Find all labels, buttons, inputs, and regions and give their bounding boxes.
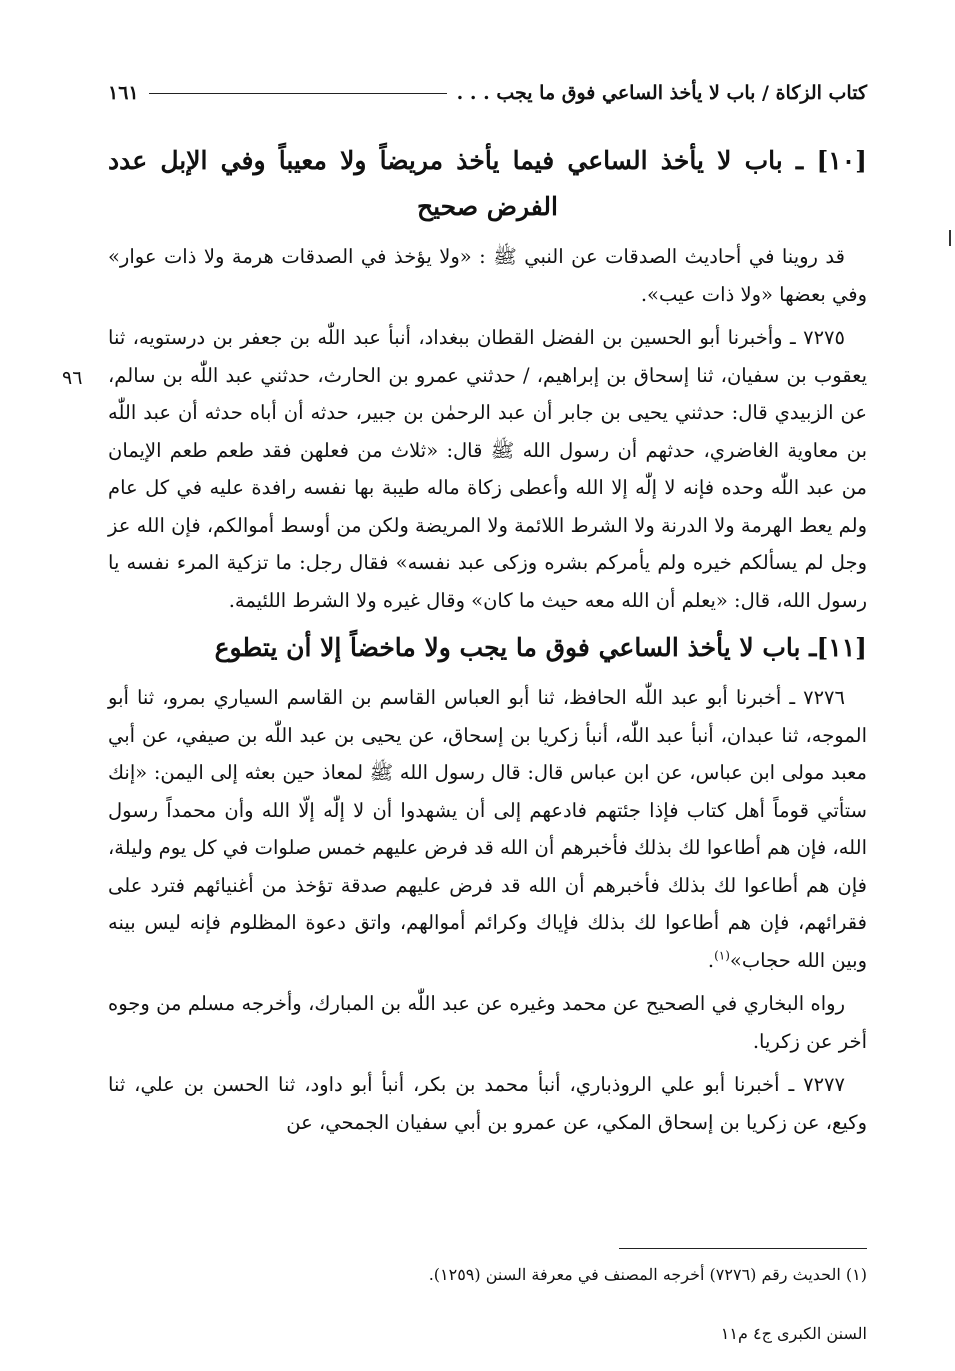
header-title: كتاب الزكاة / باب لا يأخذ الساعي فوق ما يجب . . . — [456, 82, 867, 104]
takhrij-paragraph: رواه البخاري في الصحيح عن محمد وغيره عن عبد اللّٰه بن المبارك، وأخرجه مسلم من وجوه أخر عن زكريا. — [108, 992, 867, 1053]
edge-mark — [949, 230, 951, 246]
hadith-7277 — [108, 1066, 867, 1141]
footnote-rule — [619, 1248, 867, 1249]
intro-paragraph: قد روينا في أحاديث الصدقات عن النبي ﷺ : «ولا يؤخذ في الصدقات هرمة ولا ذات عوار» وفي بعضها «ولا ذات عيب». — [108, 245, 867, 306]
running-header — [108, 76, 867, 110]
hadith-number: ٧٢٧٧ — [803, 1073, 845, 1096]
margin-page-number: ٩٦ — [62, 367, 83, 389]
hadith-7275 — [108, 319, 867, 619]
footnote: (١) الحديث رقم (٧٢٧٦) أخرجه المصنف في معرفة السنن (١٢٥٩). — [428, 1265, 867, 1284]
page-number: ١٦١ — [108, 82, 139, 104]
header-rule — [149, 93, 447, 94]
hadith-number: ٧٢٧٦ — [803, 686, 845, 709]
chapter-heading-11: [١١]ـ باب لا يأخذ الساعي فوق ما يجب ولا ماخضاً إلا أن يتطوع — [214, 633, 867, 662]
hadith-number: ٧٢٧٥ — [803, 326, 845, 349]
footnote-reference[interactable]: (١) — [714, 948, 730, 962]
hadith-text: ـ وأخبرنا أبو الحسين بن الفضل القطان ببغداد، أنبأ عبد اللّٰه بن جعفر بن درستويه، ثنا يعقوب بن سفيان، ثنا إسحاق بن إبراهيم، / حدثني عمرو بن الحارث، حدثني عبد اللّٰه بن سالم، عن الزبيدي قال: حدثني يحيى بن جابر أن عبد الرحمٰن بن جبير، حدثه أن أباه حدثه أن عبد اللّٰه بن معاوية الغاضري، حدثهم أن رسول الله ﷺ قال: «ثلاث من فعلهن فقد طعم طعم الإيمان من عبد اللّٰه وحده فإنه لا إلّٰه إلا الله وأعطى زكاة ماله طيبة بها نفسه رافدة عليه في كل عام ولم يعط الهرمة ولا الدرنة ولا الشرط اللائمة ولا المريضة ولكن من أوسط أموالكم، فإن الله عز وجل لم يسألكم خيره ولم يأمركم بشره وزكى عبد نفسه» فقال رجل: ما تزكية المرء نفسه يا رسول الله، قال: «يعلم أن الله معه حيث ما كان» وقال غيره ولا الشرط اللئيمة. — [108, 326, 867, 612]
printer-signature: السنن الكبرى ج٤ م١١ — [720, 1324, 867, 1343]
chapter-heading-10: [١٠] ـ باب لا يأخذ الساعي فيما يأخذ مريضاً ولا معيباً وفي الإبل عدد الفرض صحيح — [108, 146, 867, 221]
hadith-7276: ٧٢٧٦ ـ أخبرنا أبو عبد اللّٰه الحافظ، ثنا أبو العباس القاسم بن القاسم السياري بمرو، ثنا أبو الموجه، ثنا عبدان، أنبأ عبد اللّٰه، أنبأ زكريا بن إسحاق، عن يحيى بن عبد اللّٰه بن صيفي، عن أبي معبد مولى ابن عباس، عن ابن عباس قال: قال رسول الله ﷺ لمعاذ حين بعثه إلى اليمن: «إنك ستأتي قوماً أهل كتاب فإذا جئتهم فادعهم إلى أن يشهدوا أن لا إلّٰه إلّا الله وأن محمداً رسول الله، فإن هم أطاعوا لك بذلك فأخبرهم أن الله قد فرض عليهم خمس صلوات في كل يوم وليلة، فإن هم أطاعوا لك بذلك فأخبرهم أن الله قد فرض عليهم صدقة تؤخذ من أغنيائهم فترد على فقرائهم، فإن هم أطاعوا لك بذلك فإياك وكرائم أموالهم، واتق دعوة المظلوم فإنه ليس بينه وبين الله حجاب»$^{(١)}$. — [108, 686, 867, 972]
main-text — [108, 138, 867, 1147]
hadith-text: ـ أخبرنا أبو عبد اللّٰه الحافظ، ثنا أبو العباس القاسم بن القاسم السياري بمرو، ثنا أبو الموجه، ثنا عبدان، أنبأ عبد اللّٰه، أنبأ زكريا بن إسحاق، عن يحيى بن عبد اللّٰه بن صيفي، عن أبي معبد مولى ابن عباس، عن ابن عباس قال: قال رسول الله ﷺ لمعاذ حين بعثه إلى اليمن: «إنك ستأتي قوماً أهل كتاب فإذا جئتهم فادعهم إلى أن يشهدوا أن لا إلّٰه إلّا الله وأن محمداً رسول الله، فإن هم أطاعوا لك بذلك فأخبرهم أن الله قد فرض عليهم خمس صلوات في كل يوم وليلة، فإن هم أطاعوا لك بذلك فأخبرهم أن الله قد فرض عليهم صدقة تؤخذ من أغنيائهم فترد على فقرائهم، فإن هم أطاعوا لك بذلك فإياك وكرائم أموالهم، واتق دعوة المظلوم فإنه ليس بينه وبين الله حجاب» — [108, 686, 867, 972]
hadith-text: ـ أخبرنا أبو علي الروذباري، أنبأ محمد بن بكر، أنبأ أبو داود، ثنا الحسن بن علي، ثنا وكيع، عن زكريا بن إسحاق المكي، عن عمرو بن أبي سفيان الجمحي، عن — [108, 1073, 867, 1134]
